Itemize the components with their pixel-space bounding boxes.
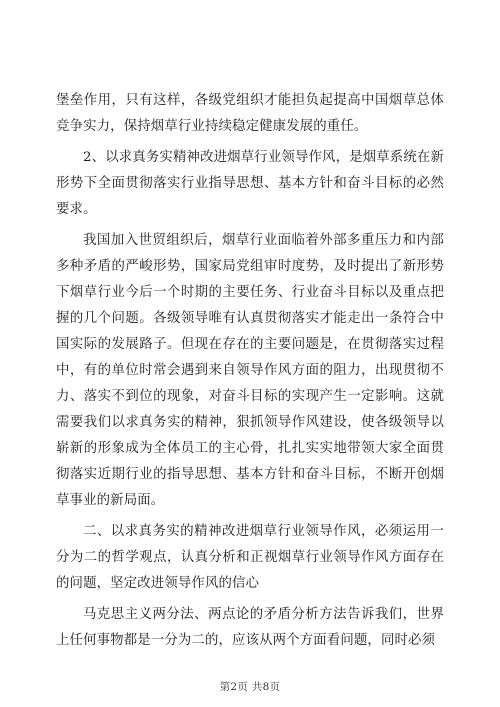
paragraph: 2、以求真务实精神改进烟草行业领导作风，是烟草系统在新形势下全面贯彻落实行业指导思想、基本方针和奋斗目标的必然要求。 bbox=[56, 150, 444, 217]
paragraph: 堡垒作用，只有这样，各级党组织才能担负起提高中国烟草总体竞争实力，保持烟草行业持续稳定健康发展的重任。 bbox=[56, 93, 444, 134]
paragraph: 我国加入世贸组织后，烟草行业面临着外部多重压力和内部多种矛盾的严峻形势，国家局党组审时度势，及时提出了新形势下烟草行业今后一个时期的主要任务、行业奋斗目标以及重点把握的几个问题。各级领导唯有认真贯彻落实才能走出一条符合中国实际的发展路子。但现在存在的主要问题是，在贯彻落实过程中，有的单位时常会遇到来自领导作风方面的阻力，出现贯彻不力、落实不到位的现象，对奋斗目标的实现产生一定影响。这就需要我们以求真务实的精神，狠抓领导作风建设，使各级领导以崭新的形象成为全体员工的主心骨，扎扎实实地带领大家全面贯彻落实近期行业的指导思想、基本方针和奋斗目标，不断开创烟草事业的新局面。 bbox=[56, 233, 444, 508]
document-body bbox=[56, 88, 444, 654]
page-footer: 第2页 共8页 bbox=[219, 681, 281, 693]
paragraph: 马克思主义两分法、两点论的矛盾分析方法告诉我们，世界上任何事物都是一分为二的，应该从两个方面看问题，同时必须 bbox=[56, 607, 444, 648]
paragraph: 二、以求真务实的精神改进烟草行业领导作风，必须运用一分为二的哲学观点，认真分析和正视烟草行业领导作风方面存在的问题，坚定改进领导作风的信心 bbox=[56, 524, 444, 591]
